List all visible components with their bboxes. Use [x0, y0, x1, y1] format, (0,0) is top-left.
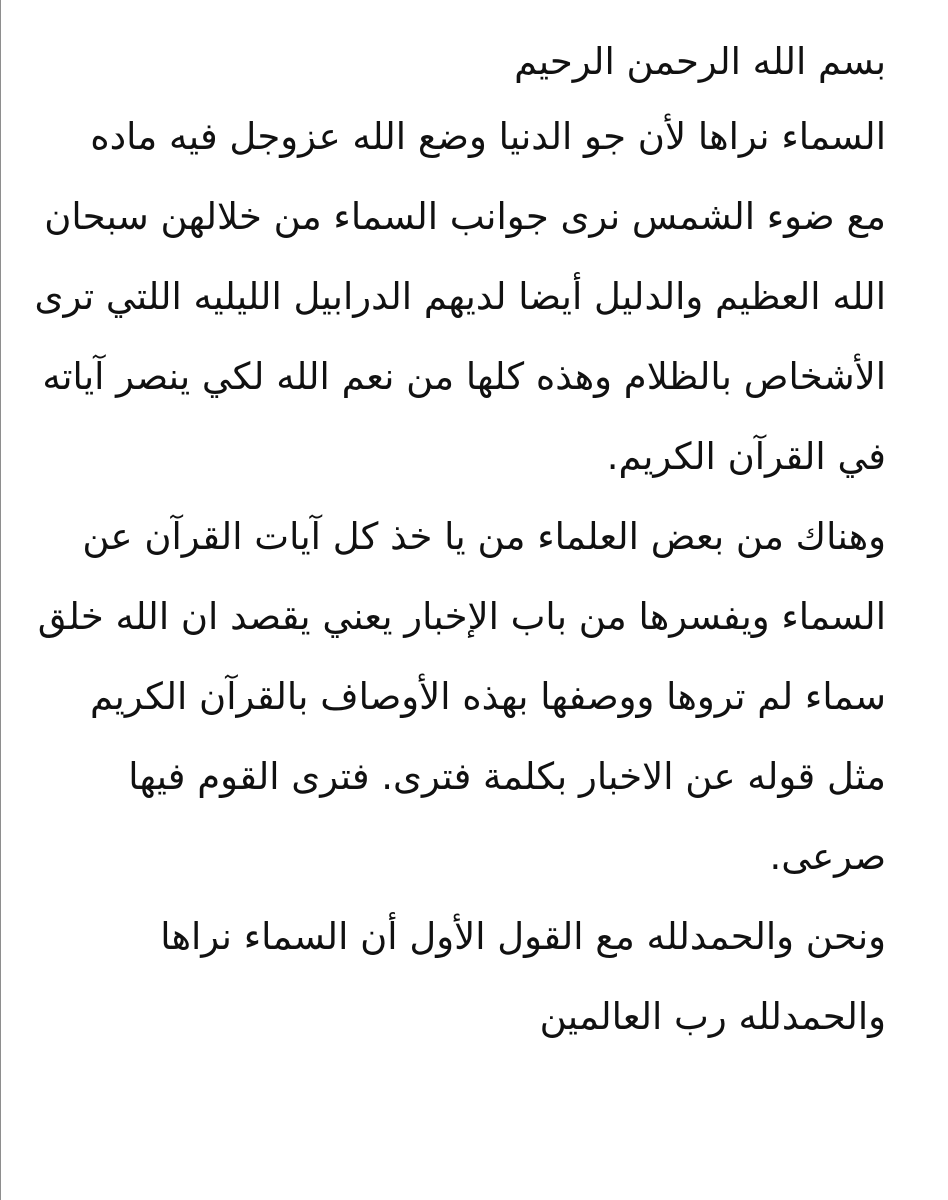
- text-line: الله العظيم والدليل أيضا لديهم الدرابيل الليليه اللتي ترى: [34, 275, 886, 318]
- text-line-basmala: بسم الله الرحمن الرحيم: [514, 40, 886, 83]
- text-line: السماء ويفسرها من باب الإخبار يعني يقصد ان الله خلق: [37, 595, 886, 638]
- text-line: مثل قوله عن الاخبار بكلمة فترى. فترى القوم فيها: [128, 755, 886, 798]
- note-text-body: [34, 27, 886, 1057]
- text-line: الأشخاص بالظلام وهذه كلها من نعم الله لكي ينصر آياته: [42, 355, 886, 398]
- text-line: صرعى.: [769, 835, 886, 878]
- text-line: ونحن والحمدلله مع القول الأول أن السماء نراها: [160, 915, 886, 958]
- text-line: مع ضوء الشمس نرى جوانب السماء من خلالهن سبحان: [44, 195, 886, 238]
- text-line: سماء لم تروها ووصفها بهذه الأوصاف بالقرآن الكريم: [89, 675, 886, 718]
- text-line: وهناك من بعض العلماء من يا خذ كل آيات القرآن عن: [82, 515, 886, 558]
- text-line: في القرآن الكريم.: [606, 435, 886, 478]
- text-line: السماء نراها لأن جو الدنيا وضع الله عزوجل فيه ماده: [90, 115, 886, 158]
- text-line: والحمدلله رب العالمين: [539, 995, 886, 1038]
